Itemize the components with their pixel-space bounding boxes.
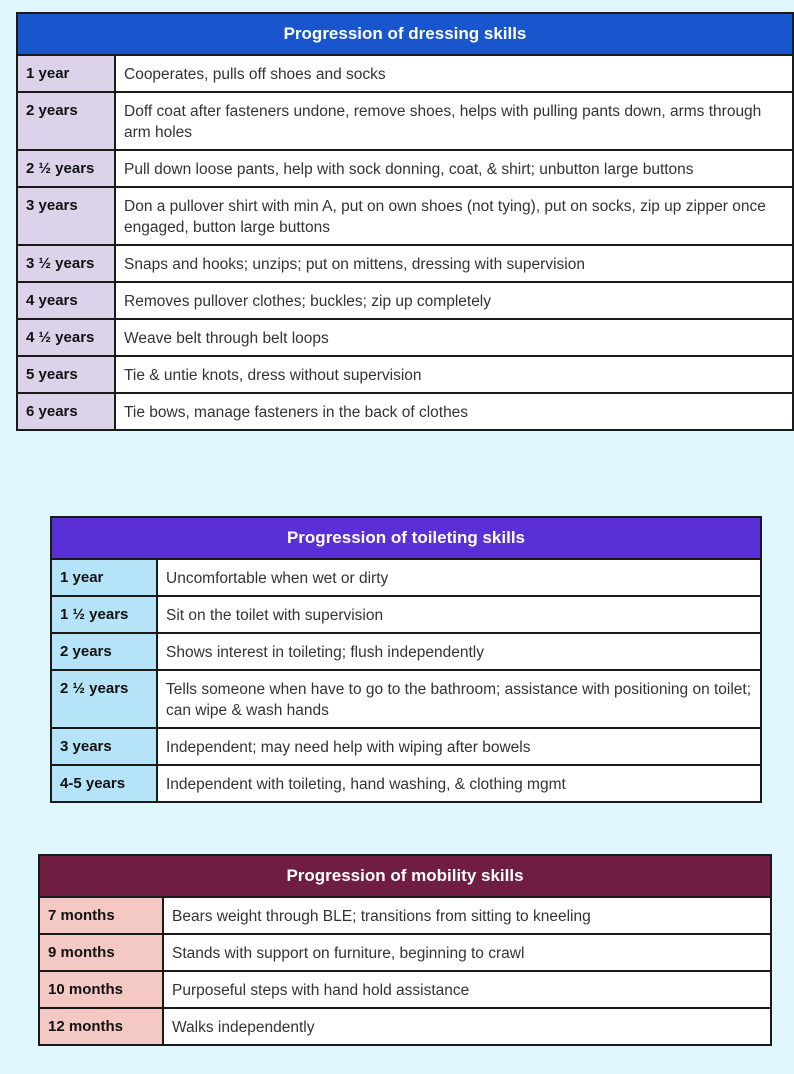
table-row <box>18 355 792 392</box>
description-cell: Weave belt through belt loops <box>116 320 792 355</box>
description-cell: Independent; may need help with wiping after bowels <box>158 729 760 764</box>
dressing-skills-table <box>16 12 794 431</box>
age-cell: 6 years <box>18 394 116 429</box>
age-cell: 2 ½ years <box>18 151 116 186</box>
table-row <box>18 56 792 91</box>
description-cell: Cooperates, pulls off shoes and socks <box>116 56 792 91</box>
age-cell: 2 years <box>18 93 116 149</box>
table-row <box>52 727 760 764</box>
mobility-skills-table <box>38 854 772 1046</box>
description-cell: Purposeful steps with hand hold assistance <box>164 972 770 1007</box>
table-row <box>52 595 760 632</box>
description-cell: Pull down loose pants, help with sock donning, coat, & shirt; unbutton large buttons <box>116 151 792 186</box>
age-cell: 3 years <box>18 188 116 244</box>
toileting-skills-table <box>50 516 762 803</box>
age-cell: 1 year <box>18 56 116 91</box>
mobility-table-title: Progression of mobility skills <box>40 856 770 898</box>
description-cell: Stands with support on furniture, beginning to crawl <box>164 935 770 970</box>
age-cell: 12 months <box>40 1009 164 1044</box>
table-row <box>40 1007 770 1044</box>
table-row <box>18 392 792 429</box>
table-row <box>18 244 792 281</box>
age-cell: 10 months <box>40 972 164 1007</box>
age-cell: 4-5 years <box>52 766 158 801</box>
table-row <box>52 560 760 595</box>
table-row <box>40 933 770 970</box>
age-cell: 4 ½ years <box>18 320 116 355</box>
table-row <box>52 632 760 669</box>
description-cell: Walks independently <box>164 1009 770 1044</box>
table-row <box>18 91 792 149</box>
table-row <box>18 186 792 244</box>
description-cell: Don a pullover shirt with min A, put on own shoes (not tying), put on socks, zip up zipper once engaged, button large buttons <box>116 188 792 244</box>
description-cell: Independent with toileting, hand washing, & clothing mgmt <box>158 766 760 801</box>
description-cell: Tie & untie knots, dress without supervision <box>116 357 792 392</box>
description-cell: Doff coat after fasteners undone, remove shoes, helps with pulling pants down, arms through arm holes <box>116 93 792 149</box>
toileting-table-title: Progression of toileting skills <box>52 518 760 560</box>
description-cell: Snaps and hooks; unzips; put on mittens, dressing with supervision <box>116 246 792 281</box>
description-cell: Shows interest in toileting; flush independently <box>158 634 760 669</box>
description-cell: Uncomfortable when wet or dirty <box>158 560 760 595</box>
age-cell: 2 ½ years <box>52 671 158 727</box>
age-cell: 1 ½ years <box>52 597 158 632</box>
age-cell: 9 months <box>40 935 164 970</box>
description-cell: Tells someone when have to go to the bathroom; assistance with positioning on toilet; can wipe & wash hands <box>158 671 760 727</box>
age-cell: 1 year <box>52 560 158 595</box>
table-row <box>18 318 792 355</box>
description-cell: Bears weight through BLE; transitions from sitting to kneeling <box>164 898 770 933</box>
age-cell: 2 years <box>52 634 158 669</box>
table-row <box>52 764 760 801</box>
table-row <box>18 281 792 318</box>
age-cell: 3 ½ years <box>18 246 116 281</box>
table-row <box>52 669 760 727</box>
age-cell: 4 years <box>18 283 116 318</box>
age-cell: 7 months <box>40 898 164 933</box>
table-row <box>40 970 770 1007</box>
description-cell: Removes pullover clothes; buckles; zip up completely <box>116 283 792 318</box>
description-cell: Tie bows, manage fasteners in the back of clothes <box>116 394 792 429</box>
table-row <box>18 149 792 186</box>
description-cell: Sit on the toilet with supervision <box>158 597 760 632</box>
age-cell: 5 years <box>18 357 116 392</box>
age-cell: 3 years <box>52 729 158 764</box>
dressing-table-title: Progression of dressing skills <box>18 14 792 56</box>
table-row <box>40 898 770 933</box>
